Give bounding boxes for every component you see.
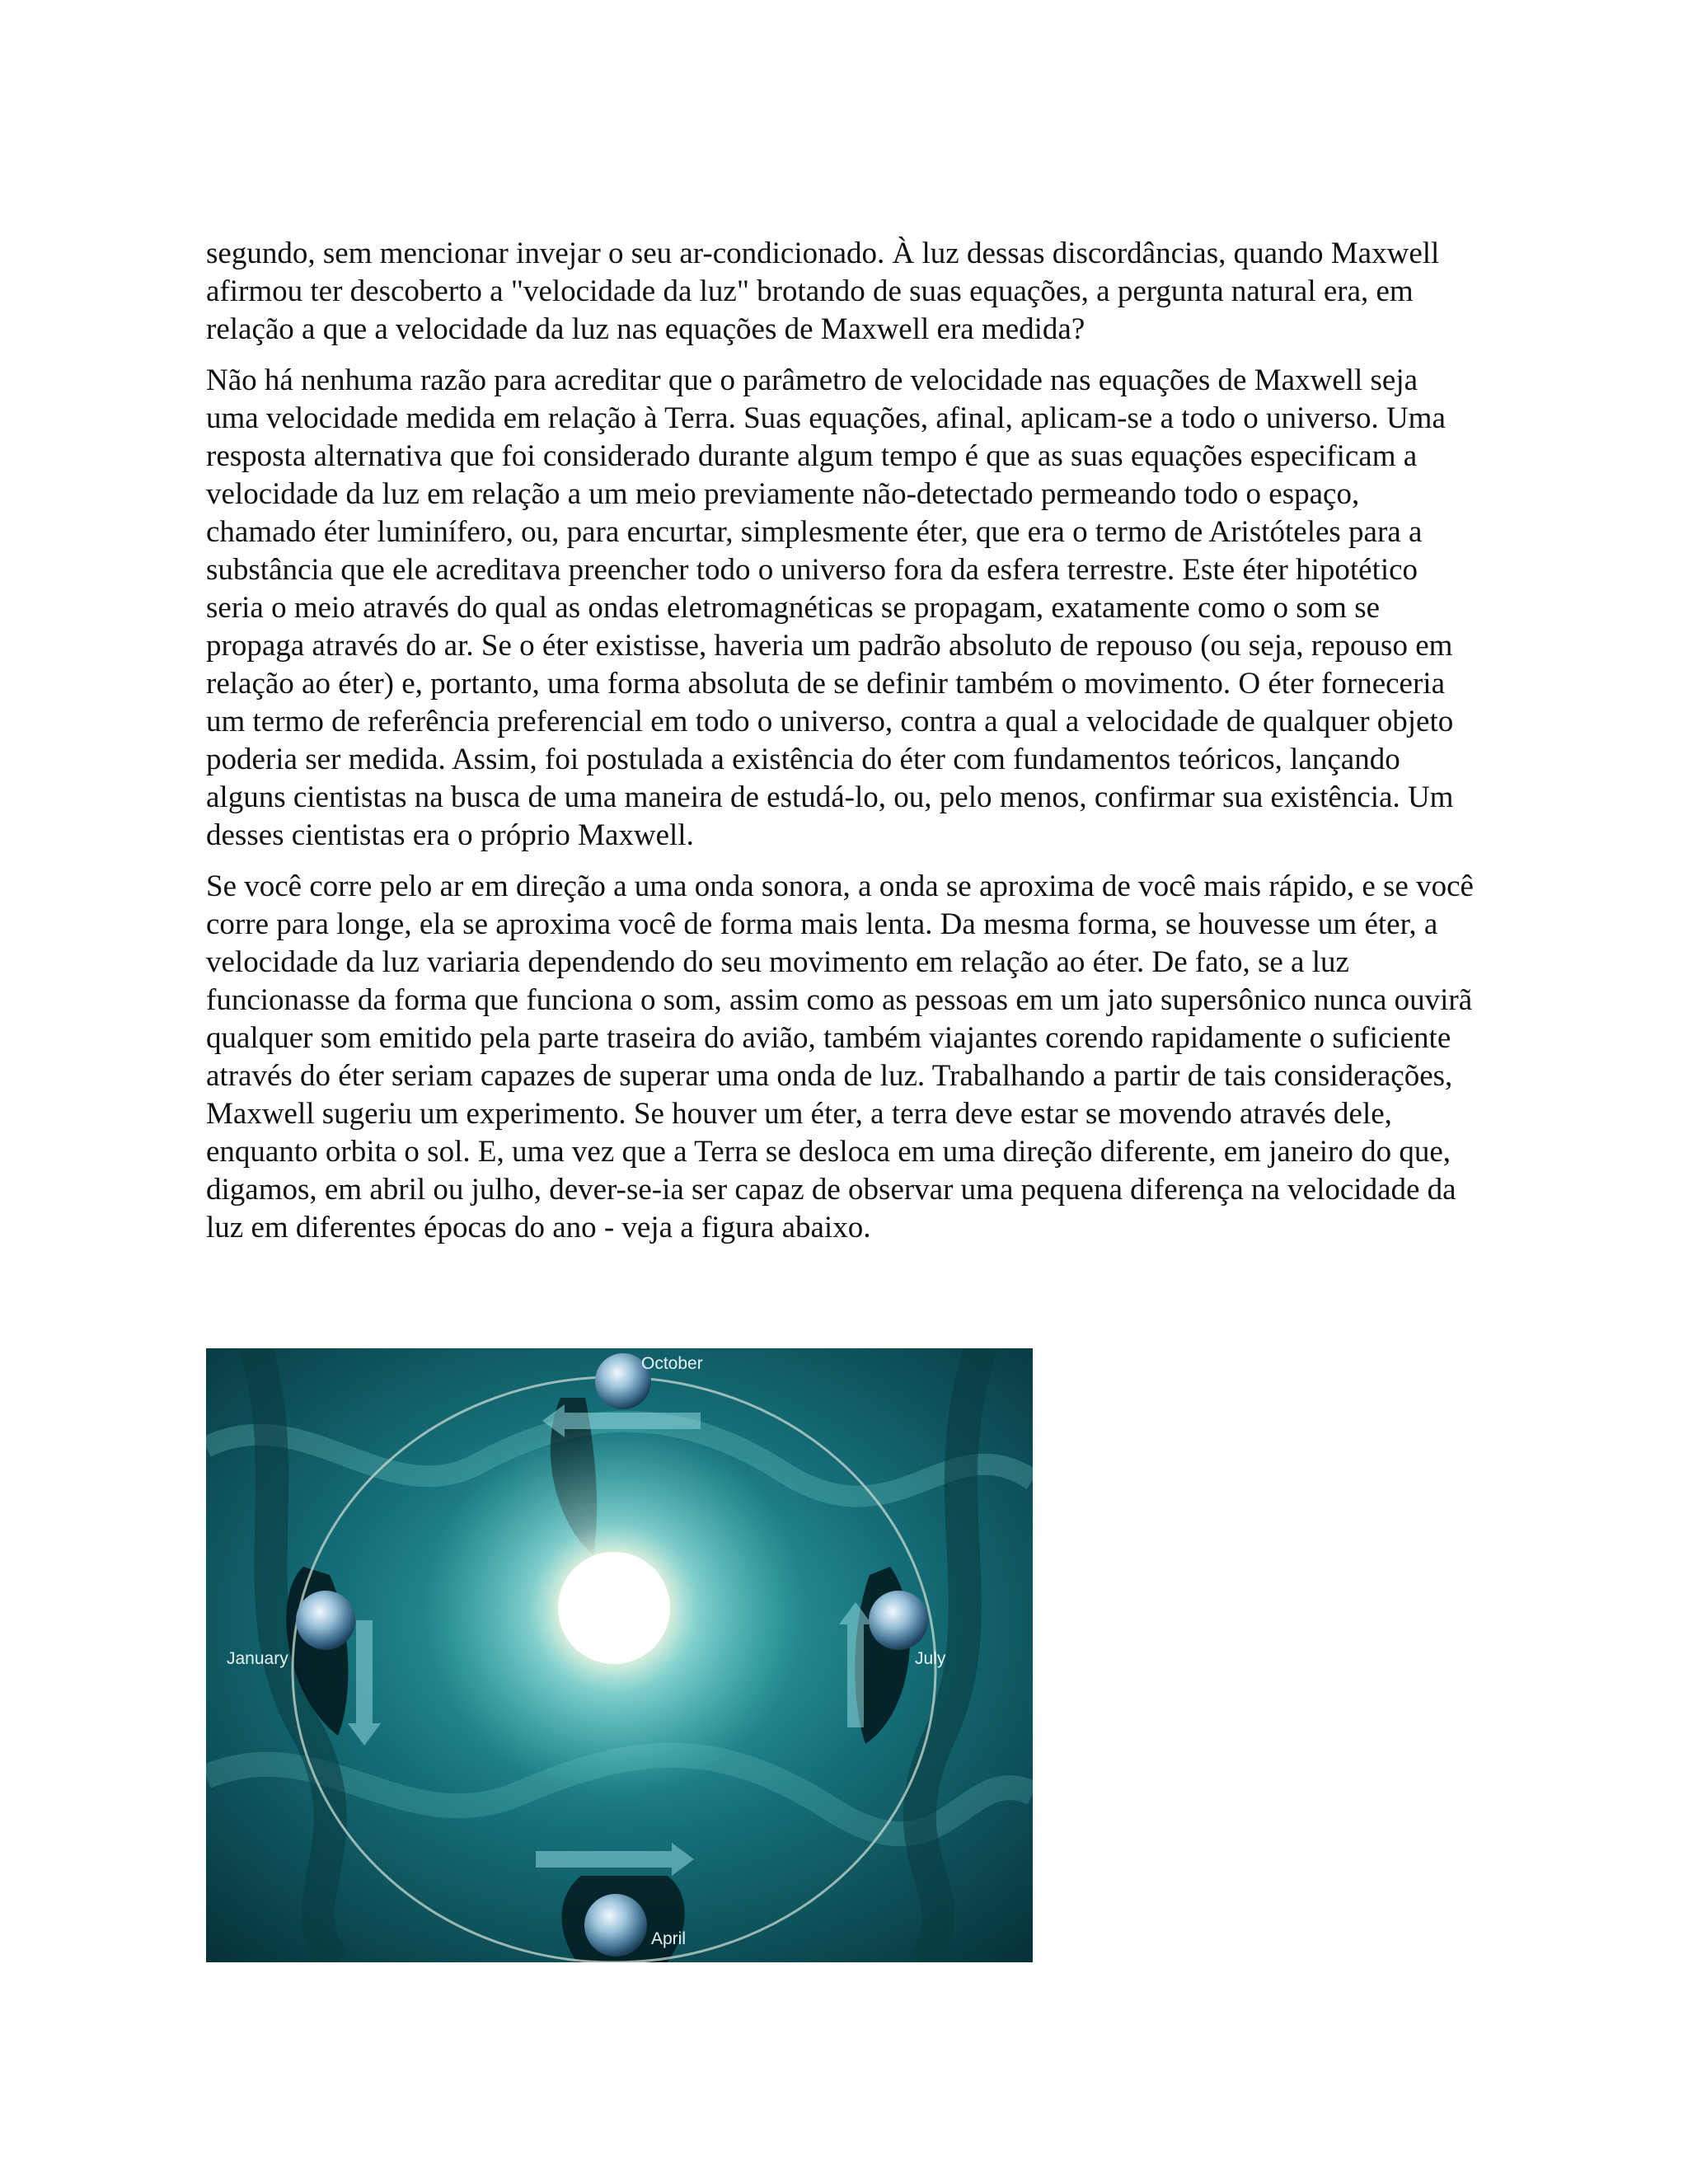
paragraph-2: Não há nenhuma razão para acreditar que o parâmetro de velocidade nas equações de Maxwell seja uma velocidade medida em relação à Terra. Suas equações, afinal, aplicam-se a todo o universo. Uma resposta alternativa que foi considerado durante algum tempo é que as suas equações especificam a velocidade da luz em relação a um meio previamente não-detectado permeando todo o espaço, chamado éter luminífero, ou, para encurtar, simplesmente éter, que era o termo de Aristóteles para a substância que ele acreditava preencher todo o universo fora da esfera terrestre. Este éter hipotético seria o meio através do qual as ondas eletromagnéticas se propagam, exatamente como o som se propaga através do ar. Se o éter existisse, haveria um padrão absoluto de repouso (ou seja, repouso em relação ao éter) e, portanto, uma forma absoluta de se definir também o movimento. O éter forneceria um termo de referência preferencial em todo o universo, contra a qual a velocidade de qualquer objeto poderia ser medida. Assim, foi postulada a existência do éter com fundamentos teóricos, lançando alguns cientistas na busca de uma maneira de estudá-lo, ou, pelo menos, confirmar sua existência. Um desses cientistas era o próprio Maxwell. (206, 363, 1454, 852)
label-july: July (915, 1649, 946, 1668)
label-april: April (651, 1929, 687, 1948)
earth-january-icon (296, 1591, 355, 1650)
earth-orbit-ether-figure (206, 1348, 1033, 1962)
document-body (206, 235, 1475, 1260)
earth-april-icon (584, 1894, 647, 1957)
earth-july-icon (869, 1591, 928, 1650)
paragraph-1: segundo, sem mencionar invejar o seu ar-condicionado. À luz dessas discordâncias, quando Maxwell afirmou ter descoberto a "velocidade da luz" brotando de suas equações, a pergunta natural era, em relação a que a velocidade da luz nas equações de Maxwell era medida? (206, 237, 1440, 346)
orbit-illustration (206, 1348, 1033, 1962)
sun-icon (558, 1552, 670, 1664)
label-january: January (227, 1649, 288, 1668)
paragraph-3: Se você corre pelo ar em direção a uma onda sonora, a onda se aproxima de você mais rápido, e se você corre para longe, ela se aproxima você de forma mais lenta. Da mesma forma, se houvesse um éter, a velocidade da luz variaria dependendo do seu movimento em relação ao éter. De fato, se a luz funcionasse da forma que funciona o som, assim como as pessoas em um jato supersônico nunca ouvirã qualquer som emitido pela parte traseira do avião, também viajantes corendo rapidamente o suficiente através do éter seriam capazes de superar uma onda de luz. Trabalhando a partir de tais considerações, Maxwell sugeriu um experimento. Se houver um éter, a terra deve estar se movendo através dele, enquanto orbita o sol. E, uma vez que a Terra se desloca em uma direção diferente, em janeiro do que, digamos, em abril ou julho, dever-se-ia ser capaz de observar uma pequena diferença na velocidade da luz em diferentes épocas do ano - veja a figura abaixo. (206, 869, 1474, 1244)
label-october: October (641, 1354, 703, 1373)
